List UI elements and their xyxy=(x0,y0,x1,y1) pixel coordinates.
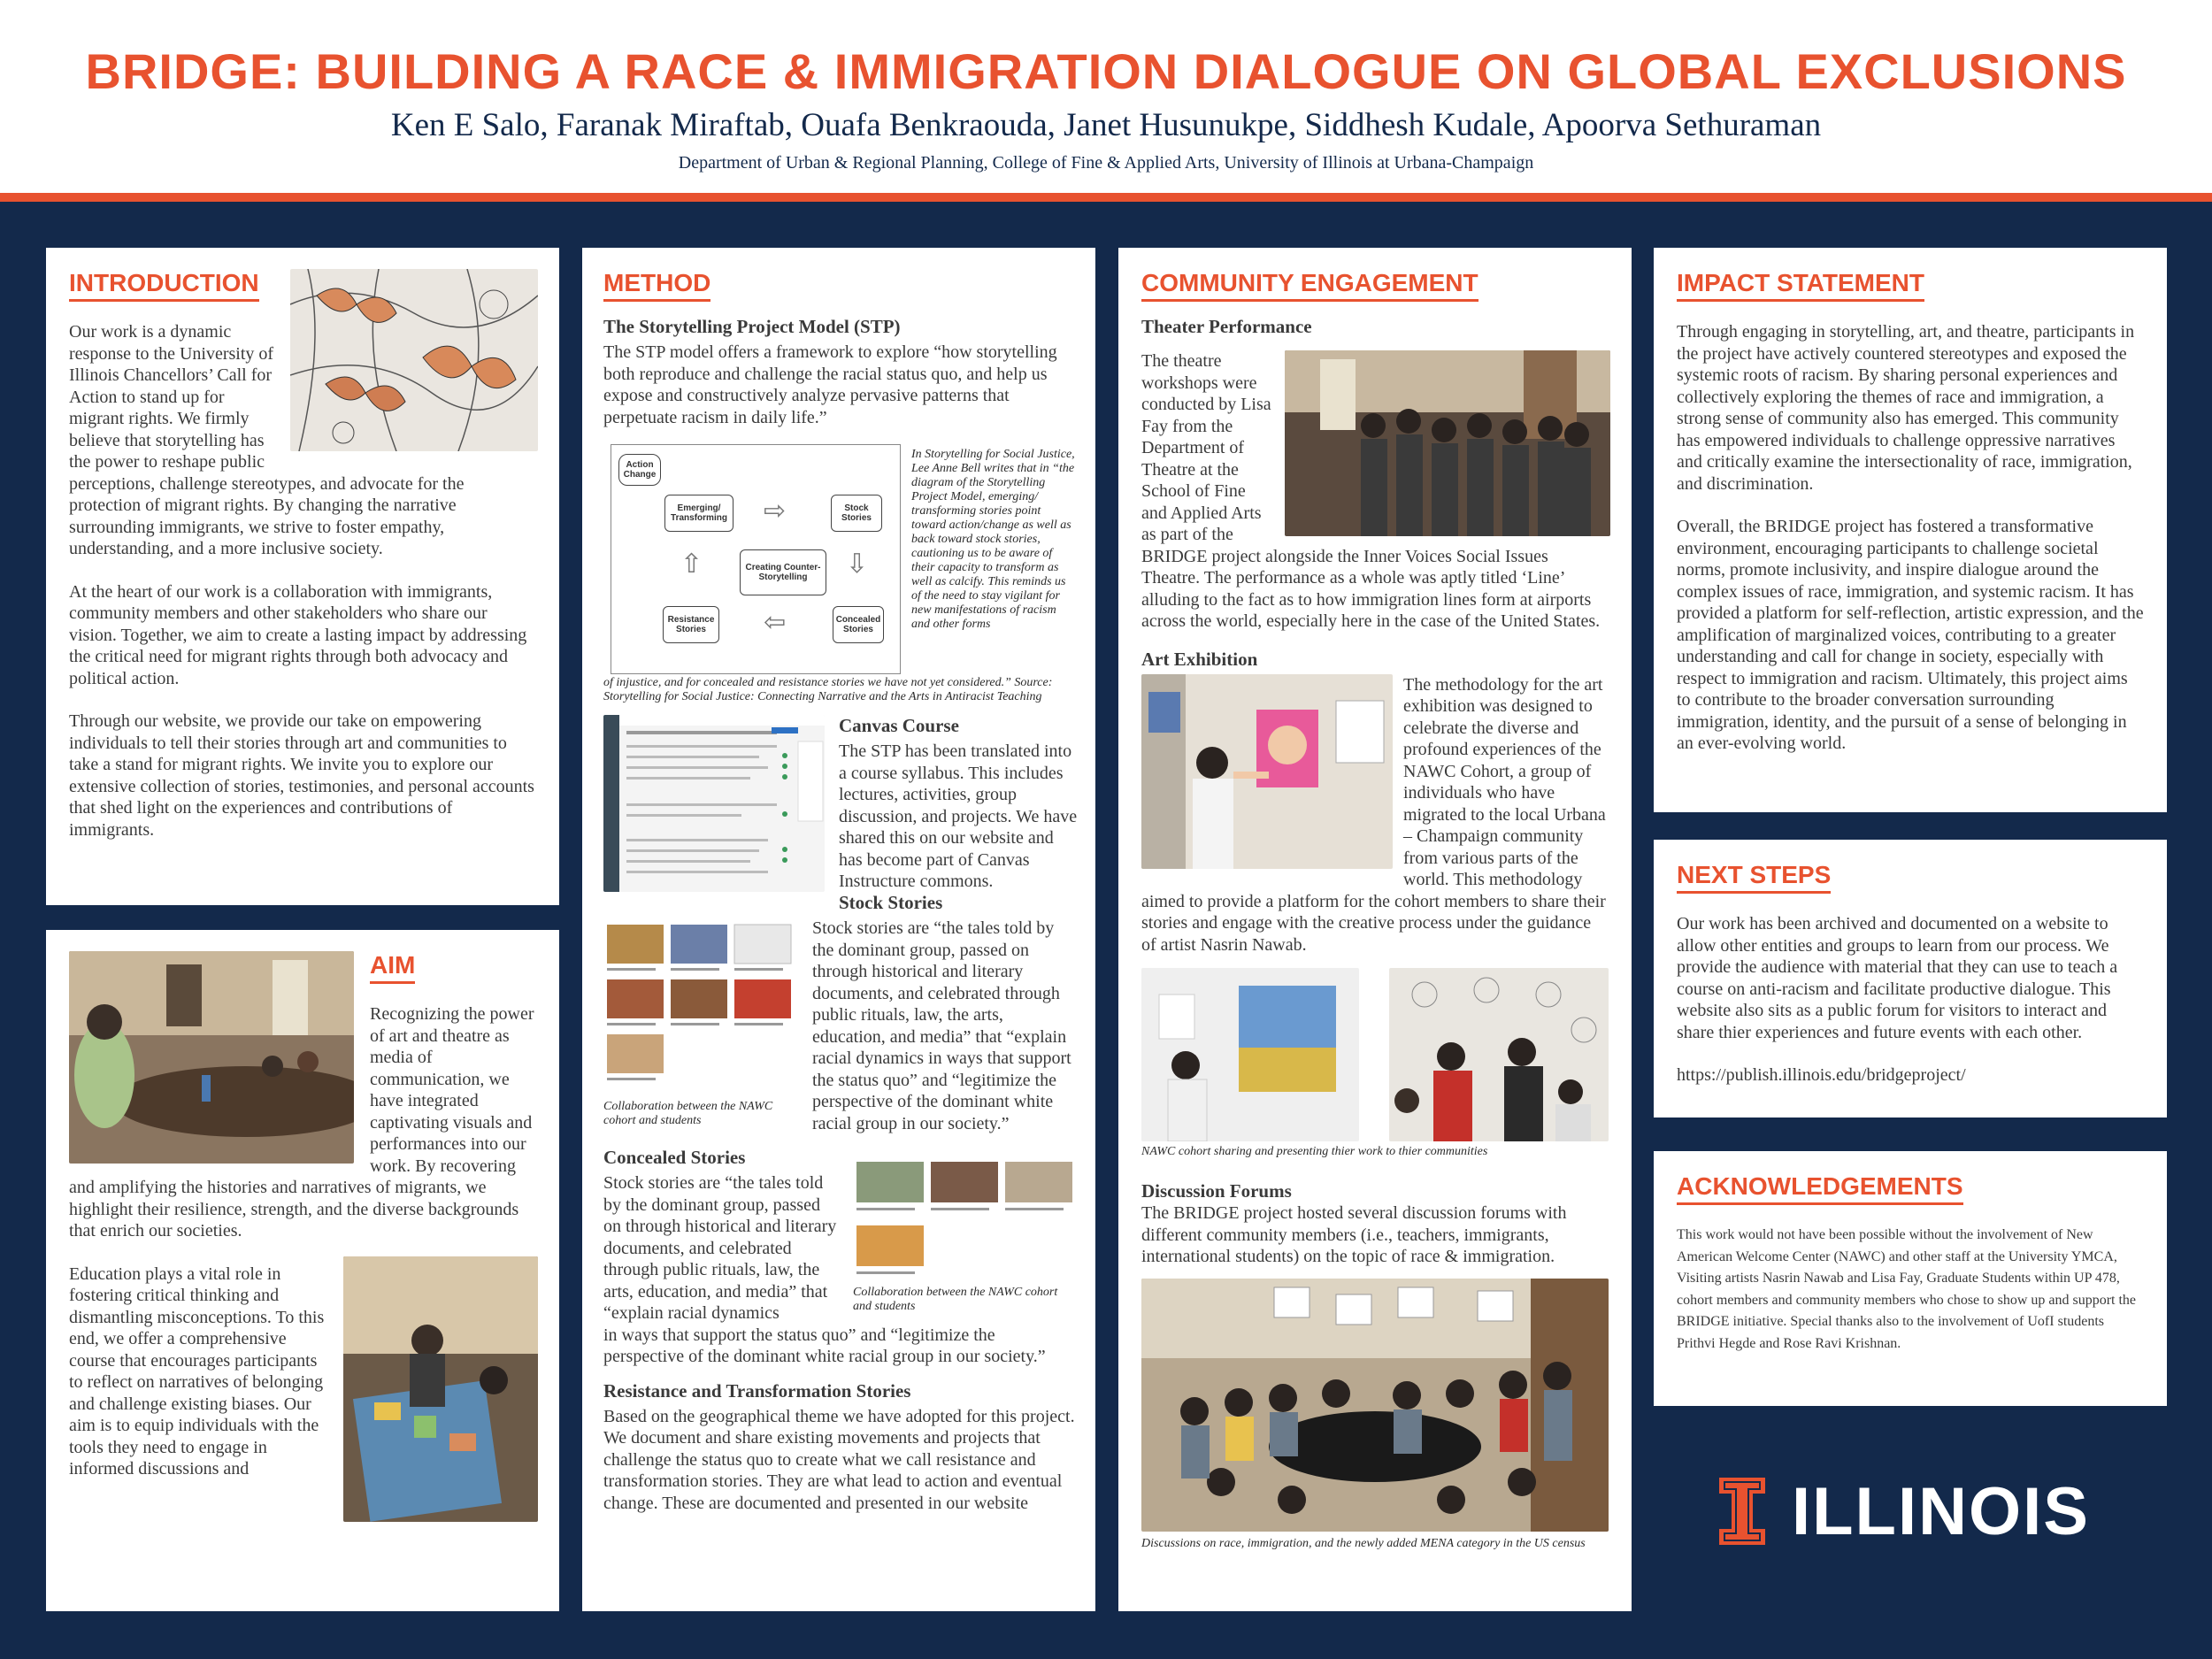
aim-heading: AIM xyxy=(370,951,415,984)
stock-stories-figure xyxy=(603,918,798,1128)
introduction-panel xyxy=(46,248,559,905)
concealed-stories-caption: Collaboration between the NAWC cohort and students xyxy=(853,1286,1058,1313)
art-exhibition-heading: Art Exhibition xyxy=(1141,648,1258,670)
cohort-presenting-photo-2 xyxy=(1389,968,1609,1141)
next-steps-panel xyxy=(1654,840,2167,1118)
concealed-stories-figure xyxy=(853,1156,1078,1314)
poster-title: BRIDGE: BUILDING A RACE & IMMIGRATION DIALOGUE ON GLOBAL EXCLUSIONS xyxy=(85,43,2127,99)
aim-panel xyxy=(46,930,559,1611)
stock-stories-caption: Collaboration between the NAWC cohort and students xyxy=(603,1100,773,1127)
concealed-stories-thumbnails xyxy=(853,1156,1078,1280)
arrow-down-icon: ⇩ xyxy=(846,549,869,580)
method-panel xyxy=(582,248,1095,1611)
canvas-heading: Canvas Course xyxy=(839,715,959,736)
art-exhibition-gallery xyxy=(1141,968,1609,1141)
resistance-stories-text: Based on the geographical theme we have adopted for this project. We document and share existing movements and projects that challenge the status quo to create what we call resistance and transformation stories. They are what lead to action and eventual change. These are documented and presented in our website xyxy=(603,1406,1075,1513)
illinois-logo xyxy=(1719,1473,2090,1549)
aim-paragraph-1: Recognizing the power of art and theatre as media of communication, we have integrated captivating visuals and performances into our work. By recovering and amplifying the histories and narratives of migrants, we highlight their resilience, strength, and the diverse backgrounds that enrich our societies. xyxy=(69,1004,534,1240)
theater-performance-photo xyxy=(1285,350,1610,536)
diagram-concealed: Concealed Stories xyxy=(833,606,884,643)
stp-figure xyxy=(603,437,1078,676)
stp-text: The STP model offers a framework to explore “how storytelling both reproduce and challenge the racial status quo, and help us expose and constructively analyze pervasive patterns that perpetuate racism in daily life.” xyxy=(603,342,1057,427)
stock-stories-thumbnails xyxy=(603,918,798,1094)
aim-paragraph-2: Education plays a vital role in fostering critical thinking and dismantling misconceptions. To this end, we offer a comprehensive course that encourages participants to reflect on narratives of belonging and challenge existing biases. Our aim is to equip individuals with the tools they need to engage in informed discussions and xyxy=(69,1263,325,1479)
acknowledgements-heading: ACKNOWLEDGEMENTS xyxy=(1677,1172,1963,1205)
impact-paragraph-2: Overall, the BRIDGE project has fostered a transformative environment, encouraging participants to challenge societal norms, promote inclusivity, and inspire dialogue around the complex issues of race, immigration, and systemic racism. It has provided a platform for self-reflection, artistic expression, and the amplification of marginalized voices, contributing to a greater understanding and call for change in society, especially with respect to immigration and racism. Ultimately, this project aims to contribute to the broader conversation surrounding immigration, identity, and the pursuit of a sense of belonging in an ever-evolving world. xyxy=(1677,517,2144,753)
diagram-stock: Stock Stories xyxy=(831,495,882,532)
stp-diagram-note: In Storytelling for Social Justice, Lee Anne Bell writes that in “the diagram of the Storytelling Project Model, emerging/ transforming stories point toward action/change as well as back toward stock stories, cautioning us to be aware of their capacity to transform as well as calcify. This reminds us of the need to stay vigilant for new manifestations of racism and other forms xyxy=(911,448,1075,631)
theater-heading: Theater Performance xyxy=(1141,316,1312,337)
introduction-paragraph-1: Our work is a dynamic response to the University of Illinois Chancellors’ Call for Action to stand up for migrant rights. We firmly believe that storytelling has the power to reshape public perceptions, challenge stereotypes, and advocate for the protection of migrant rights. By changing the narrative surrounding immigrants, we strive to foster empathy, understanding, and a more inclusive society. xyxy=(69,322,465,558)
acknowledgements-text: This work would not have been possible without the involvement of New American Welcome Center (NAWC) and other staff at the University YMCA, Visiting artists Nasrin Nawab and Lisa Fay, Graduate Students within UP 478, cohort members and community members who chose to show up and support the BRIDGE initiative. Special thanks also to the involvement of UofI students Prithvi Hegde and Rose Ravi Krishnan. xyxy=(1677,1227,2137,1351)
introduction-paragraph-2: At the heart of our work is a collaboration with immigrants, community members and other stakeholders who share our vision. Together, we aim to create a lasting impact by addressing the critical need for migrant rights through both advocacy and political action. xyxy=(69,581,527,688)
introduction-heading: INTRODUCTION xyxy=(69,269,259,302)
introduction-paragraph-3: Through our website, we provide our take on empowering individuals to tell their stories through art and communities to take a stand for migrant rights. We invite you to explore our extensive collection of stories, testimonies, and personal accounts that shed light on the experiences and contributions of immigrants. xyxy=(69,711,534,840)
classroom-photo xyxy=(69,951,354,1164)
poster-header xyxy=(0,0,2212,202)
canvas-course-screenshot xyxy=(603,715,825,892)
impact-statement-panel xyxy=(1654,248,2167,812)
diagram-action-change: Action Change xyxy=(618,454,661,486)
students-mapping-photo xyxy=(343,1256,538,1522)
community-engagement-panel xyxy=(1118,248,1632,1611)
department-line: Department of Urban & Regional Planning, College of Fine & Applied Arts, University of Illinois at Urbana-Champaign xyxy=(678,153,1534,173)
community-engagement-heading: COMMUNITY ENGAGEMENT xyxy=(1141,269,1479,302)
art-exhibition-photo xyxy=(1141,674,1393,869)
diagram-resistance: Resistance Stories xyxy=(663,606,719,643)
discussion-forums-heading: Discussion Forums xyxy=(1141,1180,1292,1202)
concealed-stories-text-b: in ways that support the status quo” and “legitimize the perspective of the dominant white racial group in our society.” xyxy=(603,1325,1046,1366)
concealed-stories-heading: Concealed Stories xyxy=(603,1147,746,1168)
diagram-center: Creating Counter-Storytelling xyxy=(740,549,826,595)
next-steps-heading: NEXT STEPS xyxy=(1677,861,1831,894)
cohort-presenting-photo-1 xyxy=(1141,968,1359,1141)
stp-diagram xyxy=(611,444,901,674)
project-website-link[interactable]: https://publish.illinois.edu/bridgeproject/ xyxy=(1677,1065,1966,1085)
discussion-forums-text: The BRIDGE project hosted several discussion forums with different community members (i.e., teachers, immigrants, international students) on the topic of race & immigration. xyxy=(1141,1203,1567,1266)
method-heading: METHOD xyxy=(603,269,710,302)
arrow-right-icon: ⇨ xyxy=(764,495,787,526)
illinois-wordmark: ILLINOIS xyxy=(1792,1473,2090,1549)
stp-heading: The Storytelling Project Model (STP) xyxy=(603,316,901,337)
acknowledgements-panel xyxy=(1654,1151,2167,1406)
impact-statement-heading: IMPACT STATEMENT xyxy=(1677,269,1924,302)
arrow-left-icon: ⇦ xyxy=(764,607,787,638)
arrow-up-icon: ⇧ xyxy=(680,549,703,580)
stock-stories-heading: Stock Stories xyxy=(839,892,943,913)
discussion-forum-photo xyxy=(1141,1279,1609,1532)
impact-paragraph-1: Through engaging in storytelling, art, and theatre, participants in the project have actively countered stereotypes and exposed the systemic roots of racism. By sharing personal experiences and collectively exploring the themes of race and immigration, a strong sense of community also has emerged. This community has empowered individuals to challenge oppressive narratives and critically examine the intersectionality of race, immigration, and discrimination. xyxy=(1677,322,2135,494)
discussion-forum-caption: Discussions on race, immigration, and the newly added MENA category in the US census xyxy=(1141,1536,1586,1550)
block-i-icon xyxy=(1719,1478,1765,1545)
butterfly-artwork-image xyxy=(290,269,538,451)
header-divider xyxy=(0,193,2212,202)
stock-stories-text: Stock stories are “the tales told by the dominant group, passed on through historical and literary documents, and celebrated through public rituals, law, the arts, education, and media” that “explain racial dynamics in ways that support the status quo” and “legitimize the perspective of the dominant white racial group in our society.” xyxy=(812,918,1071,1133)
concealed-stories-text-a: Stock stories are “the tales told by the dominant group, passed on through historical and literary documents, and celebrated through public rituals, law, the arts, education, and media” that “explain racial dynamics xyxy=(603,1173,837,1323)
author-list: Ken E Salo, Faranak Miraftab, Ouafa Benkraouda, Janet Husunukpe, Siddhesh Kudale, Apoorva Sethuraman xyxy=(390,107,1822,143)
theater-text: The theatre workshops were conducted by Lisa Fay from the Department of Theatre at the School of Fine and Applied Arts as part of the BRIDGE project alongside the Inner Voices Social Issues Theatre. The performance as a whole was aptly titled ‘Line’ alluding to the fact as to how immigration lines form at airports across the world, especially here in the case of the United States. xyxy=(1141,351,1601,631)
resistance-stories-heading: Resistance and Transformation Stories xyxy=(603,1379,911,1402)
canvas-text: The STP has been translated into a course syllabus. This includes lectures, activities, group discussion, and projects. We have shared this on our website and has become part of Canvas Instructure commons. xyxy=(839,741,1078,891)
stp-diagram-note-cont: of injustice, and for concealed and resistance stories we have not yet considered.” Source: Storytelling for Social Justice: Connecting Narrative and the Arts in Antiracist Teaching xyxy=(603,676,1053,703)
diagram-emerging: Emerging/ Transforming xyxy=(664,495,733,532)
art-exhibition-text: The methodology for the art exhibition was designed to celebrate the diverse and profound experiences of the NAWC Cohort, a group of individuals who have migrated to the local Urbana – Champaign community from various parts of the world. This methodology aimed to provide a platform for the cohort members to share their stories and engage with the creative process under the guidance of artist Nasrin Nawab. xyxy=(1141,674,1606,955)
art-exhibition-caption: NAWC cohort sharing and presenting thier work to thier communities xyxy=(1141,1145,1488,1158)
next-steps-text: Our work has been archived and documented on a website to allow other entities and groups to learn from our process. We provide the audience with material that they can use to teach a course on anti-racism and facilitate productive dialogue. This website also sits as a public forum for visitors to interact and share thier experiences and future events with each other. xyxy=(1677,914,2118,1042)
